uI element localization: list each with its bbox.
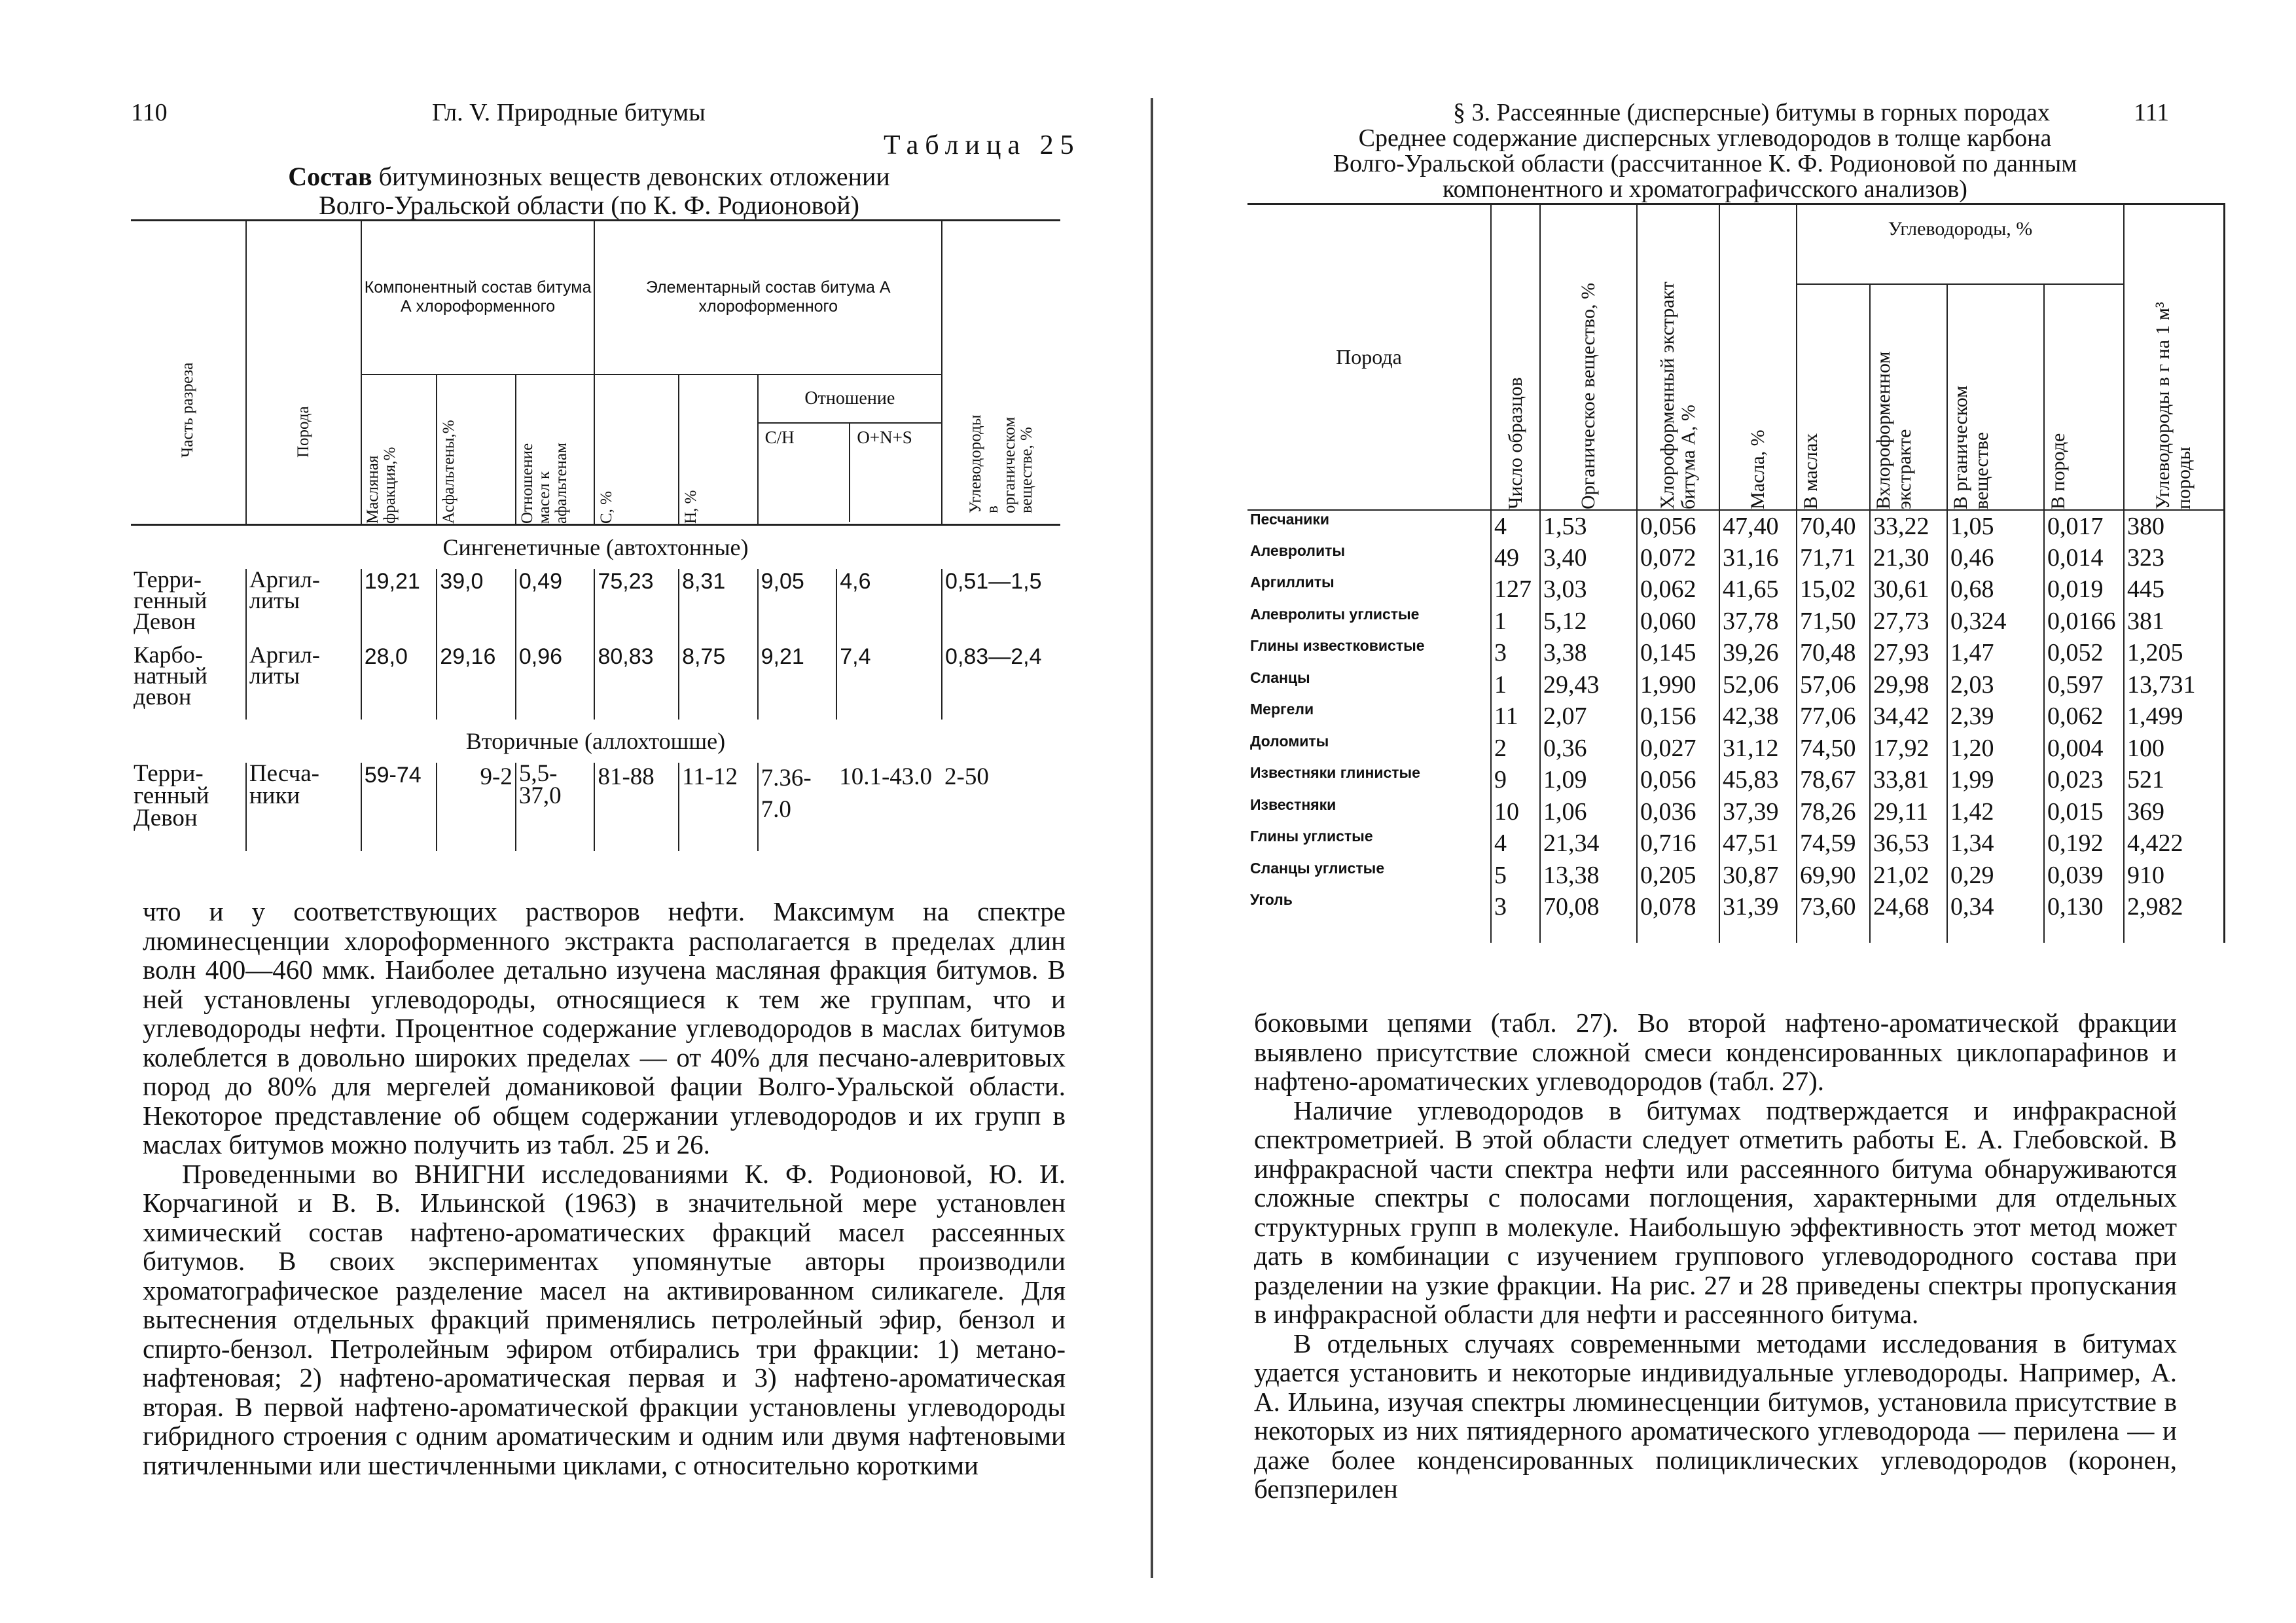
cell-rock-name: Сланцы: [1250, 668, 1310, 686]
cell: 0,324: [1947, 606, 2044, 638]
header-hydrocarbons: Углеводороды в органическом веществе, %: [942, 221, 1060, 525]
cell: 0,062: [2044, 701, 2124, 733]
cell: 33,22: [1870, 510, 1947, 542]
table-title: [196, 162, 982, 220]
header-hydrocarbons: Углеводороды, %: [1797, 204, 2124, 284]
cell: 29,16: [437, 644, 516, 720]
cell: 0,017: [2044, 510, 2124, 542]
cell: 1,205: [2124, 637, 2224, 669]
header-in-rock: В породе: [2044, 284, 2124, 510]
cell: 39,0: [437, 569, 516, 644]
header-in-extract: Вхлороформенном экстракте: [1870, 284, 1947, 510]
cell-rock-name: Глины углистые: [1250, 828, 1373, 845]
cell: 70,08: [1540, 891, 1637, 923]
body-text-left: [143, 897, 1066, 1480]
cell: 47,51: [1719, 828, 1797, 860]
cell-rock: Песча- ники: [246, 763, 361, 851]
cell: 4: [1491, 510, 1540, 542]
header-h: Н, %: [679, 374, 758, 525]
header-extract: Хлороформенный экстракт битума А, %: [1637, 204, 1719, 510]
header-per-m3: Углеводороды в г на 1 м³ породы: [2124, 204, 2224, 510]
header-oil-fraction: Масляная фракция,%: [361, 374, 437, 525]
cell: 0,078: [1637, 891, 1719, 923]
table-row: [1247, 606, 2224, 638]
cell: 0,51—1,5: [942, 569, 1060, 644]
page-number: 111: [2134, 99, 2170, 126]
cell: 2,982: [2124, 891, 2224, 923]
table-row: [131, 644, 1060, 720]
cell: 3: [1491, 637, 1540, 669]
cell: 81-88: [594, 763, 679, 851]
cell: 1,06: [1540, 796, 1637, 828]
table-row: [1247, 733, 2224, 765]
header-samples: Число образцов: [1491, 204, 1540, 510]
cell: 5,12: [1540, 606, 1637, 638]
table-row: [131, 763, 1060, 851]
cell: 10.1-43.0: [839, 763, 933, 790]
cell-part: Карбо- натный девон: [134, 642, 207, 710]
cell: 0,072: [1637, 542, 1719, 574]
cell: 0,014: [2044, 542, 2124, 574]
cell: 0,597: [2044, 669, 2124, 701]
running-head: § 3. Рассеянные (дисперсные) битумы в горных породах: [1453, 99, 2050, 126]
cell: 21,02: [1870, 860, 1947, 892]
cell: 0,056: [1637, 510, 1719, 542]
header-component: Компонентный состав битума А хлороформенного: [361, 221, 595, 374]
cell-rock-name: Глины известковистые: [1250, 637, 1425, 654]
paragraph: Проведенными во ВНИГНИ исследованиями К. Ф. Родионовой, Ю. И. Корчагиной и В. В. Ильинской (1963) в значительной мере установлен химический состав нафтено-ароматических фракций масел рассеянных битумов. В своих экспериментах упомянутые авторы производили хроматографическое разделение масел на активированном силикагеле. Для вытеснения отдельных фракций применялись петролейный эфир, бензол и спирто-бензол. Петролейным эфиром отбирались три фракции: 1) метано-нафтеновая; 2) нафтено-ароматическая первая и 3) нафтено-ароматическая вторая. В первой нафтено-ароматической фракции установлены углеводороды гибридного строения с одним ароматическим и одним или двумя нафтеновыми пятичленными или шестичленными циклами, с относительно короткими: [143, 1158, 1066, 1480]
cell: 15,02: [1797, 574, 1870, 606]
cell: 73,60: [1797, 891, 1870, 923]
table-title-line: Среднее содержание дисперсных углеводородов в толще карбона: [1358, 124, 2052, 152]
cell: 10: [1491, 796, 1540, 828]
cell: 13,38: [1540, 860, 1637, 892]
table-row: [131, 569, 1060, 644]
cell: 70,40: [1797, 510, 1870, 542]
cell-rock: Аргил- литы: [246, 644, 361, 720]
cell: 31,16: [1719, 542, 1797, 574]
header-ch: С/Н: [764, 427, 795, 447]
table-title-rest: битуминозных веществ девонских отложении: [372, 162, 890, 191]
header-in-oils: В маслах: [1797, 284, 1870, 510]
paragraph: Наличие углеводородов в битумах подтверждается и инфракрасной спектрометрией. В этой области следует отметить работы Е. А. Глебовской. В инфракрасной части спектра нефти или рассеянного битума обнаруживаются сложные спектры с полосами поглощения, характерными для отдельных структурных групп в молекуле. Наибольшую эффективность этот метод может дать в комбинации с изучением группового углеводородного состава при разделении на узкие фракции. На рис. 27 и 28 приведены спектры пропускания в инфракрасной области для нефти и рассеянного битума.: [1254, 1095, 2177, 1329]
header-ratio: Отношение: [759, 375, 941, 424]
cell: 1,990: [1637, 669, 1719, 701]
cell: 11-12: [679, 763, 758, 851]
cell: 33,81: [1870, 764, 1947, 796]
table-title-line2: Волго-Уральской области (по К. Ф. Родионовой): [319, 191, 859, 220]
cell: 27,73: [1870, 606, 1947, 638]
table-row: [1247, 764, 2224, 796]
cell: 0,34: [1947, 891, 2044, 923]
cell: 0,36: [1540, 733, 1637, 765]
cell: 29,11: [1870, 796, 1947, 828]
cell: 74,59: [1797, 828, 1870, 860]
table-25: [131, 219, 1060, 851]
cell: 70,48: [1797, 637, 1870, 669]
cell: 0,156: [1637, 701, 1719, 733]
cell: 1,34: [1947, 828, 2044, 860]
table-tail: [1247, 923, 2224, 943]
header-oils: Масла, %: [1719, 204, 1797, 510]
cell: 7,4: [836, 644, 942, 720]
cell: 3: [1491, 891, 1540, 923]
cell: 0,29: [1947, 860, 2044, 892]
cell: 30,87: [1719, 860, 1797, 892]
cell: 75,23: [594, 569, 679, 644]
cell: 29,43: [1540, 669, 1637, 701]
table-title-bold: Состав: [288, 162, 372, 191]
header-ratio-oil: Отношение масел к афальтенам: [516, 374, 595, 525]
cell: 1,09: [1540, 764, 1637, 796]
cell: 11: [1491, 701, 1540, 733]
cell: 2,07: [1540, 701, 1637, 733]
cell: 4,6: [836, 569, 942, 644]
cell: 80,83: [594, 644, 679, 720]
table-row: [1247, 891, 2224, 923]
cell: 323: [2124, 542, 2224, 574]
header-rock: Порода: [1247, 204, 1491, 510]
cell: 28,0: [361, 644, 437, 720]
page-number: 110: [131, 99, 168, 126]
table-title-line: Волго-Уральской области (рассчитанное К. Ф. Родионовой по данным: [1333, 150, 2077, 177]
cell-rock-name: Доломиты: [1250, 732, 1329, 750]
cell: 13,731: [2124, 669, 2224, 701]
cell: 3,40: [1540, 542, 1637, 574]
header-organic: Органическое вещество, %: [1540, 204, 1637, 510]
table-row: [1247, 542, 2224, 574]
cell: 69,90: [1797, 860, 1870, 892]
cell: 1,99: [1947, 764, 2044, 796]
cell: 4,422: [2124, 828, 2224, 860]
cell-rock-name: Известняки: [1250, 795, 1336, 813]
cell: 2,39: [1947, 701, 2044, 733]
cell: 31,39: [1719, 891, 1797, 923]
cell: 380: [2124, 510, 2224, 542]
cell: 0,023: [2044, 764, 2124, 796]
cell: 37,78: [1719, 606, 1797, 638]
cell: 37,39: [1719, 796, 1797, 828]
cell: 0,0166: [2044, 606, 2124, 638]
cell: 0,49: [516, 569, 595, 644]
cell: 71,71: [1797, 542, 1870, 574]
cell: 0,83—2,4: [942, 644, 1060, 720]
cell: 77,06: [1797, 701, 1870, 733]
cell: 0,060: [1637, 606, 1719, 638]
cell: 445: [2124, 574, 2224, 606]
cell: 71,50: [1797, 606, 1870, 638]
cell-rock-name: Известняки глинистые: [1250, 764, 1420, 781]
table-title-line: компонентного и хроматографичсского анализов): [1443, 175, 1967, 203]
header-part: Часть разреза: [179, 362, 197, 458]
cell: 74,50: [1797, 733, 1870, 765]
cell: 31,12: [1719, 733, 1797, 765]
table-body: [1247, 510, 2224, 943]
cell: 0,96: [516, 644, 595, 720]
cell: 0,004: [2044, 733, 2124, 765]
cell-rock-name: Мергели: [1250, 701, 1314, 718]
cell: 39,26: [1719, 637, 1797, 669]
cell: 127: [1491, 574, 1540, 606]
cell: 78,67: [1797, 764, 1870, 796]
cell: 0,716: [1637, 828, 1719, 860]
cell: 42,38: [1719, 701, 1797, 733]
cell: 1,499: [2124, 701, 2224, 733]
header-ratio-group: [758, 374, 942, 525]
cell: 21,30: [1870, 542, 1947, 574]
cell: 1,05: [1947, 510, 2044, 542]
cell: 9,05: [758, 569, 837, 644]
header-in-organic: В рганическом веществе: [1947, 284, 2044, 510]
cell: 0,68: [1947, 574, 2044, 606]
header-c: С, %: [594, 374, 679, 525]
cell: 0,192: [2044, 828, 2124, 860]
cell-rock: Аргил- литы: [246, 569, 361, 644]
cell-part: Терри- генный Девон: [134, 760, 209, 831]
cell-part: Терри- генный Девон: [134, 566, 207, 634]
header-ons: O+N+S: [849, 424, 941, 522]
cell: 1,53: [1540, 510, 1637, 542]
table-row: [1247, 574, 2224, 606]
cell: 2: [1491, 733, 1540, 765]
cell-rock-name: Аргиллиты: [1250, 574, 1335, 591]
cell: 0,027: [1637, 733, 1719, 765]
cell: 29,98: [1870, 669, 1947, 701]
cell: 1,42: [1947, 796, 2044, 828]
table-row: [1247, 637, 2224, 669]
table-row: [1247, 510, 2224, 542]
cell: 52,06: [1719, 669, 1797, 701]
cell: 0,052: [2044, 637, 2124, 669]
table-row: [1247, 669, 2224, 701]
cell: 9-2: [437, 763, 516, 851]
cell: 1: [1491, 606, 1540, 638]
cell: 0,015: [2044, 796, 2124, 828]
cell: 2,03: [1947, 669, 2044, 701]
section-syngenetic: Сингенетичные (автохтонные): [442, 534, 749, 560]
cell: 19,21: [361, 569, 437, 644]
paragraph: что и у соответствующих растворов нефти. Максимум на спектре люминесценции хлороформенного экстракта располагается в пределах длин волн 400—460 ммк. Наиболее детально изучена масляная фракция битумов. В ней установлены углеводороды, относящиеся к тем же группам, что и углеводороды нефти. Процентное содержание углеводородов в маслах битумов колеблется в довольно широких пределах — от 40% для песчано-алевритовых пород до 80% для мергелей доманиковой фации Волго-Уральской области. Некоторое представление об общем содержании углеводородов и их групп в маслах битумов можно получить из табл. 25 и 26.: [143, 896, 1066, 1159]
cell: 0,205: [1637, 860, 1719, 892]
cell: 5,5- 37,0: [516, 763, 595, 851]
table-row: [1247, 796, 2224, 828]
cell: 2-50: [944, 763, 989, 790]
cell: 0,036: [1637, 796, 1719, 828]
cell: 521: [2124, 764, 2224, 796]
cell: 0,056: [1637, 764, 1719, 796]
cell: 0,019: [2044, 574, 2124, 606]
cell: 21,34: [1540, 828, 1637, 860]
header-elemental: Элементарный состав битума А хлороформенного: [594, 221, 942, 374]
paragraph: В отдельных случаях современными методами исследования в битумах удается установить и некоторые индивидуальные углеводороды. Например, А. А. Ильина, изучая спектры люминесценции битумов, установила присутствие в некоторых из них пятиядерного ароматического углеводорода — перилена — и даже более конденсированных полициклических углеводородов (коронен, бепзперилен: [1254, 1328, 2177, 1504]
cell: 3,03: [1540, 574, 1637, 606]
paragraph: боковыми цепями (табл. 27). Во второй нафтено-ароматической фракции выявлено присутствие сложной смеси конденсированных циклопарафинов и нафтено-ароматических углеводородов (табл. 27).: [1254, 1008, 2177, 1096]
cell: 369: [2124, 796, 2224, 828]
running-head: Гл. V. Природные битумы: [432, 99, 706, 126]
cell: 1: [1491, 669, 1540, 701]
cell: 34,42: [1870, 701, 1947, 733]
cell: 7.36- 7.0: [758, 763, 837, 851]
cell: 59-74: [361, 763, 437, 851]
table-26: [1247, 203, 2225, 943]
cell: 36,53: [1870, 828, 1947, 860]
cell: 8,75: [679, 644, 758, 720]
header-asphaltenes: Асфальтены,%: [437, 374, 516, 525]
table-row: [1247, 860, 2224, 892]
cell: 1,47: [1947, 637, 2044, 669]
cell: 381: [2124, 606, 2224, 638]
cell: 9,21: [758, 644, 837, 720]
cell: 8,31: [679, 569, 758, 644]
cell: 24,68: [1870, 891, 1947, 923]
section-secondary: Вторичные (аллохтошше): [465, 728, 726, 754]
table-label: Таблица 25: [884, 130, 1081, 160]
body-text-right: [1254, 1008, 2177, 1504]
header-rock: Порода: [246, 221, 361, 525]
table-row: [1247, 828, 2224, 860]
cell: 0,062: [1637, 574, 1719, 606]
cell: 3,38: [1540, 637, 1637, 669]
cell: 45,83: [1719, 764, 1797, 796]
cell: 57,06: [1797, 669, 1870, 701]
cell: 5: [1491, 860, 1540, 892]
table-title: [1244, 126, 2166, 202]
cell-rock-name: Алевролиты углистые: [1250, 605, 1420, 623]
cell-rock-name: Сланцы углистые: [1250, 859, 1385, 877]
cell: 0,46: [1947, 542, 2044, 574]
cell: 910: [2124, 860, 2224, 892]
cell: 0,039: [2044, 860, 2124, 892]
table-row: [1247, 701, 2224, 733]
cell-rock-name: Алевролиты: [1250, 541, 1346, 559]
cell-rock-name: Песчаники: [1250, 510, 1330, 528]
right-page: [1152, 0, 2296, 1623]
cell: 30,61: [1870, 574, 1947, 606]
cell: 0,145: [1637, 637, 1719, 669]
cell: 41,65: [1719, 574, 1797, 606]
cell-rock-name: Уголь: [1250, 891, 1293, 908]
cell: 17,92: [1870, 733, 1947, 765]
cell: 9: [1491, 764, 1540, 796]
cell: 49: [1491, 542, 1540, 574]
cell: 27,93: [1870, 637, 1947, 669]
cell: 78,26: [1797, 796, 1870, 828]
cell: 0,130: [2044, 891, 2124, 923]
cell: 47,40: [1719, 510, 1797, 542]
cell: 1,20: [1947, 733, 2044, 765]
cell: 4: [1491, 828, 1540, 860]
cell: 100: [2124, 733, 2224, 765]
